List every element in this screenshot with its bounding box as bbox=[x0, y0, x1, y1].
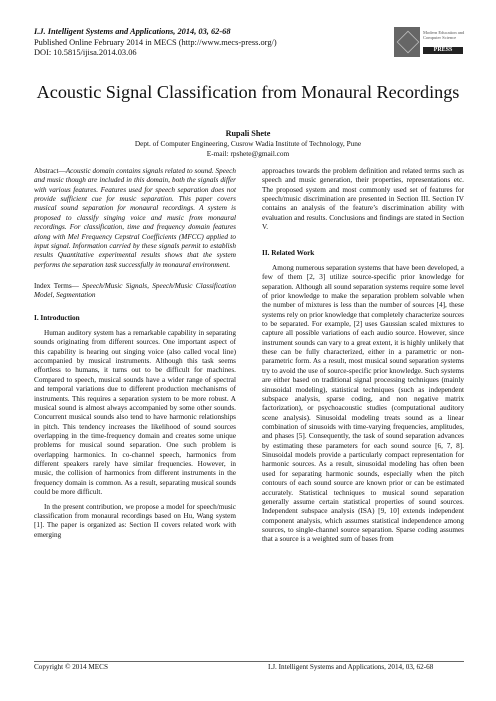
author-name: Rupali Shete bbox=[225, 129, 271, 138]
index-terms-text: Speech/Music Signals, Speech/Music Classification Model, Segmentation bbox=[34, 281, 236, 300]
related-work-paragraph: Among numerous separation systems that have been developed, a few of them [2, 3] utilize source-specific prior knowledge for separation. Although all sound separation systems require some level of prior knowledge to make the separation problem solvable when the number of mixtures is less than the number of sources [4], these systems rely on prior knowledge that completely characterize sources to be separated. For example, [2] uses Gaussian scaled mixtures to capture all possible variations of each audio source. However, since instrument sounds can vary to a great extent, it is highly unlikely that these can be fully characterized, either in a parametric or non-parametric form. As a result, most musical sound separation systems try to avoid the use of source-specific prior knowledge. Such systems are either based on traditional signal processing techniques (mainly sinusoidal modeling), statistical techniques (such as independent subspace analysis, sparse coding, and non negative matrix factorization), or psychoacoustic studies (computational auditory scene analysis). Sinusoidal modeling treats sound as a linear combination of sinusoids with time-varying frequencies, amplitudes, and phases [5]. Consequently, the task of sound separation advances by estimating these parameters for each sound source [6, 7, 8]. Sinusoidal models provide a particularly compact representation for harmonic sources. As a result, sinusoidal modeling has often been used for separating harmonic sounds, especially when the pitch contours of each sound source are known prior or can be estimated accurately. Statistical techniques to musical sound separation generally assume certain statistical properties of sound sources. Independent subspace analysis (ISA) [9, 10] extends independent component analysis, which assumes statistical independence among sources, to single-channel source separation. Sparse coding assumes that a source is a weighted sum of bases from bbox=[262, 263, 464, 544]
abstract-text: Acoustic domain contains signals related to sound. Speech and music though are included in this domain, both the signals differ with various features. Features used for speech separation does not provide sufficient cue for music separation. This paper covers musical sound separation for monaural recordings. A system is proposed to classify singing voice and music from monaural recordings. For classification, time and frequency domain features along with Mel Frequency Cepstral Coefficients (MFCC) applied to input signal. Information carried by these signals permit to establish results Quantitative experimental results shows that the system performs the separation task successfully in monaural environment. bbox=[34, 167, 236, 269]
publisher-logo-icon bbox=[394, 27, 420, 57]
author-email: E-mail: rpshete@gmail.com bbox=[206, 149, 290, 158]
left-column bbox=[34, 167, 236, 540]
abstract bbox=[34, 167, 236, 270]
intro-paragraph-1: Human auditory system has a remarkable capability in separating sounds originating from different sources. One important aspect of this capability is hearing out singing voice (also called vocal line) accompanied by musical instruments. Although this task seems effortless to humans, it turns out to be difficult for machines. Compared to speech, musical sounds have a wider range of spectral and temporal variations due to different production mechanisms of instruments. This requires a separation system to be more robust. A musical sound is almost always accompanied by some other sounds. Concurrent musical sounds also tend to have harmonic relationships in pitch. This tendency increases the likelihood of sound sources overlapping in the time-frequency domain and creates some unique problems for musical sound separation. One such problem is overlapping harmonics. In co-channel speech, harmonics from different speakers rarely have similar frequencies. However, in music, the collision of harmonics from different instruments in the frequency domain is common. As a result, separating musical sounds could be more difficult. bbox=[34, 329, 236, 497]
index-terms-label: Index Terms— bbox=[34, 281, 79, 290]
journal-header bbox=[34, 27, 277, 59]
right-column bbox=[262, 167, 464, 545]
publisher-logo bbox=[394, 25, 464, 62]
doi-line: DOI: 10.5815/ijisa.2014.03.06 bbox=[34, 48, 137, 58]
right-paragraph-1: approaches towards the problem definition and related terms such as speech and music generation, their properties, representations etc. The proposed system and most commonly used set of features for speech/music discrimination are presented in Section III. Section IV contains an analysis of the feature’s discrimination ability with evaluation and results. Conclusions and findings are stated in Section V. bbox=[262, 167, 464, 232]
footer-copyright: Copyright © 2014 MECS bbox=[34, 663, 108, 671]
footer-journal: I.J. Intelligent Systems and Applications, 2014, 03, 62-68 bbox=[268, 663, 434, 671]
footer-divider bbox=[34, 661, 464, 662]
author-affiliation: Dept. of Computer Engineering, Cusrow Wadia Institute of Technology, Pune bbox=[134, 139, 362, 148]
abstract-label: Abstract— bbox=[34, 167, 66, 175]
publisher-press-label: PRESS bbox=[423, 47, 463, 54]
paper-title: Acoustic Signal Classification from Monaural Recordings bbox=[36, 82, 460, 102]
publication-line: Published Online February 2014 in MECS (http://www.mecs-press.org/) bbox=[34, 37, 277, 47]
publisher-logo-text: Modern Education and Computer Science bbox=[423, 30, 465, 40]
intro-paragraph-2: In the present contribution, we propose a model for speech/music classification from monaural recordings based on Hu, Wang system [1]. The paper is organized as: Section II covers related work with emerging bbox=[34, 502, 236, 539]
index-terms bbox=[34, 282, 236, 301]
section-heading-related-work: II. Related Work bbox=[262, 248, 315, 257]
section-heading-introduction: I. Introduction bbox=[34, 313, 80, 322]
journal-line: I.J. Intelligent Systems and Applications, 2014, 03, 62-68 bbox=[34, 27, 231, 36]
